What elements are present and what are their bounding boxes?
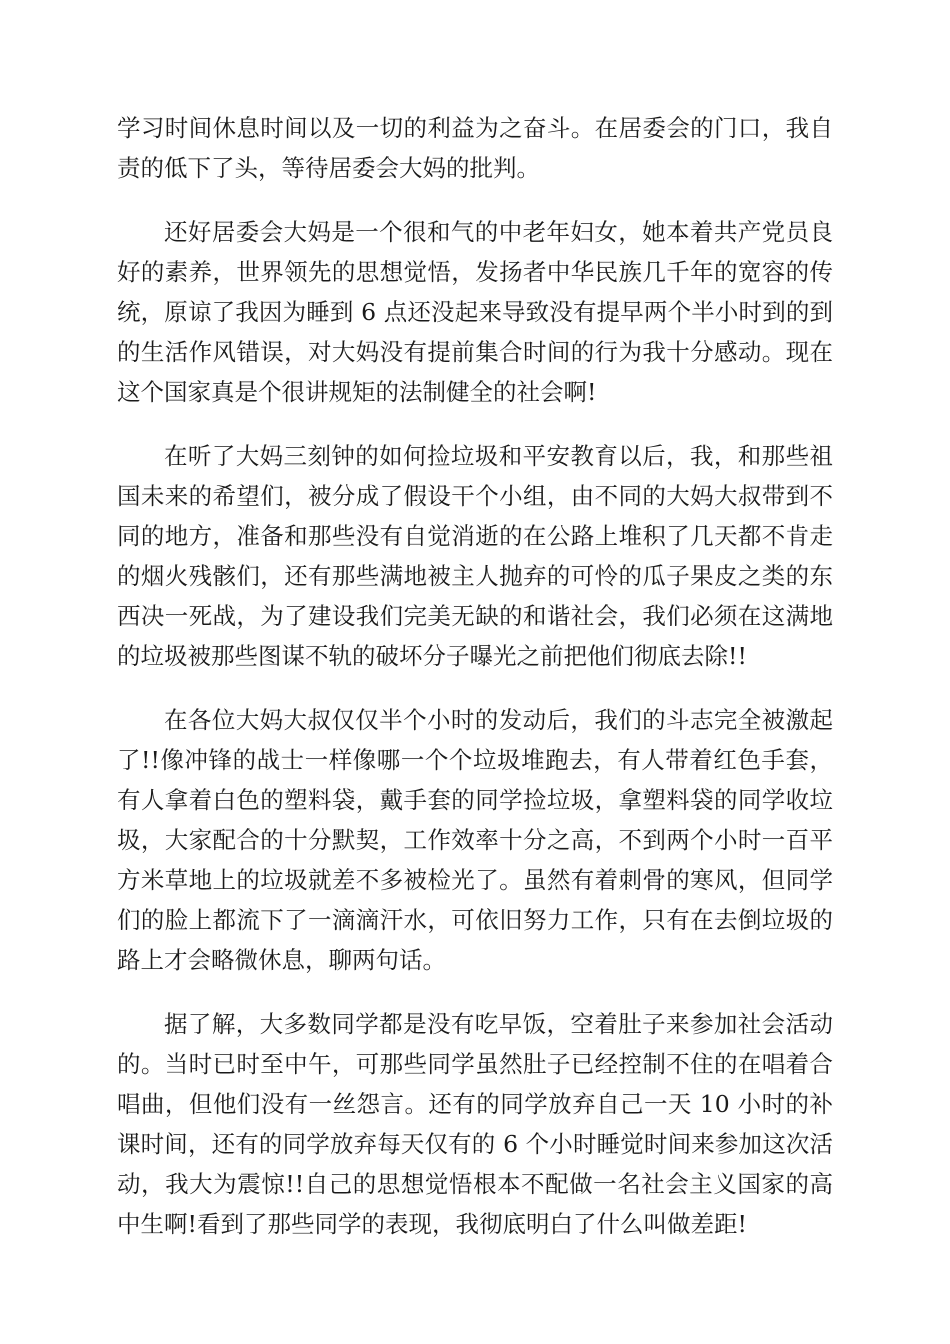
paragraph-continued: 学习时间休息时间以及一切的利益为之奋斗。在居委会的门口，我自责的低下了头，等待居委会大妈的批判。 bbox=[117, 114, 833, 182]
paragraph: 在听了大妈三刻钟的如何捡垃圾和平安教育以后，我，和那些祖国未来的希望们，被分成了假设干个小组，由不同的大妈大叔带到不同的地方，准备和那些没有自觉消逝的在公路上堆积了几天都不肯走的烟火残骸们，还有那些满地被主人抛弃的可怜的瓜子果皮之类的东西决一死战，为了建设我们完美无缺的和谐社会，我们必须在这满地的垃圾被那些图谋不轨的破坏分子曝光之前把他们彻底去除!! bbox=[117, 442, 833, 670]
paragraph: 在各位大妈大叔仅仅半个小时的发动后，我们的斗志完全被激起了!!像冲锋的战士一样像哪一个个垃圾堆跑去，有人带着红色手套，有人拿着白色的塑料袋，戴手套的同学捡垃圾，拿塑料袋的同学收垃圾，大家配合的十分默契，工作效率十分之高，不到两个小时一百平方米草地上的垃圾就差不多被检光了。虽然有着刺骨的寒风，但同学们的脸上都流下了一滴滴汗水，可依旧努力工作，只有在去倒垃圾的路上才会略微休息，聊两句话。 bbox=[117, 706, 833, 974]
document-body bbox=[117, 108, 833, 1268]
paragraph: 据了解，大多数同学都是没有吃早饭，空着肚子来参加社会活动的。当时已时至中午，可那些同学虽然肚子已经控制不住的在唱着合唱曲，但他们没有一丝怨言。还有的同学放弃自己一天 10 小时的补课时间，还有的同学放弃每天仅有的 6 个小时睡觉时间来参加这次活动，我大为震惊!!自己的思想觉悟根本不配做一名社会主义国家的高中生啊!看到了那些同学的表现，我彻底明白了什么叫做差距! bbox=[117, 1010, 833, 1238]
paragraph: 还好居委会大妈是一个很和气的中老年妇女，她本着共产党员良好的素养，世界领先的思想觉悟，发扬者中华民族几千年的宽容的传统，原谅了我因为睡到 6 点还没起来导致没有提早两个半小时到的到的生活作风错误，对大妈没有提前集合时间的行为我十分感动。现在这个国家真是个很讲规矩的法制健全的社会啊! bbox=[117, 218, 833, 406]
